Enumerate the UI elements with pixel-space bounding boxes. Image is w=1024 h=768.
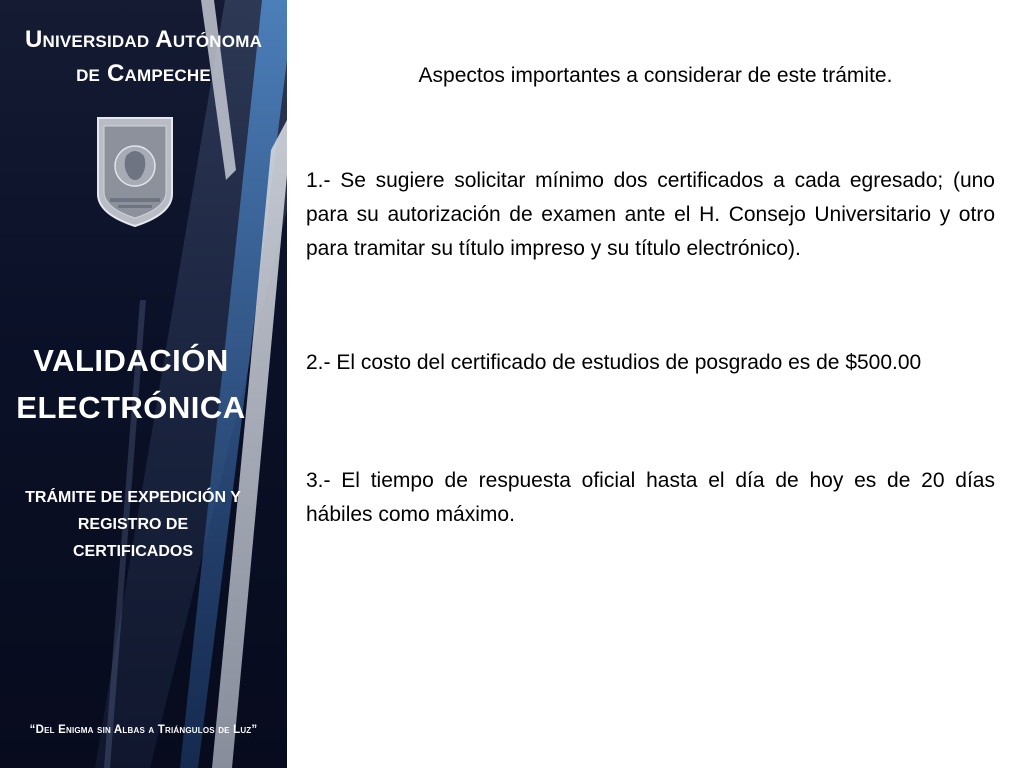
content-area — [287, 0, 1024, 768]
university-seal-icon — [96, 116, 174, 228]
sidebar-panel — [0, 0, 287, 768]
procedure-subtitle-line1: TRÁMITE DE EXPEDICIÓN Y — [25, 489, 241, 506]
university-name-line1: Universidad Autónoma — [24, 26, 263, 53]
list-item-2: 2.- El costo del certificado de estudios de posgrado es de $500.00 — [306, 351, 922, 374]
page-title: Aspectos importantes a considerar de este trámite. — [418, 64, 893, 87]
university-name-line2: de Campeche — [76, 60, 211, 87]
procedure-subtitle-line2: REGISTRO DE — [77, 516, 189, 533]
validation-title-line1: VALIDACIÓN — [33, 343, 229, 378]
list-item-3: 3.- El tiempo de respuesta oficial hasta el día de hoy es de 20 días hábiles como máximo. — [306, 469, 995, 526]
university-motto: “Del Enigma sin Albas a Triángulos de Luz” — [29, 724, 258, 736]
procedure-subtitle-line3: CERTIFICADOS — [73, 543, 193, 560]
validation-title-line2: ELECTRÓNICA — [16, 390, 246, 425]
list-item-1: 1.- Se sugiere solicitar mínimo dos certificados a cada egresado; (uno para su autorización de examen ante el H. Consejo Universitario y otro para tramitar su título impreso y su título electrónico). — [306, 169, 995, 260]
